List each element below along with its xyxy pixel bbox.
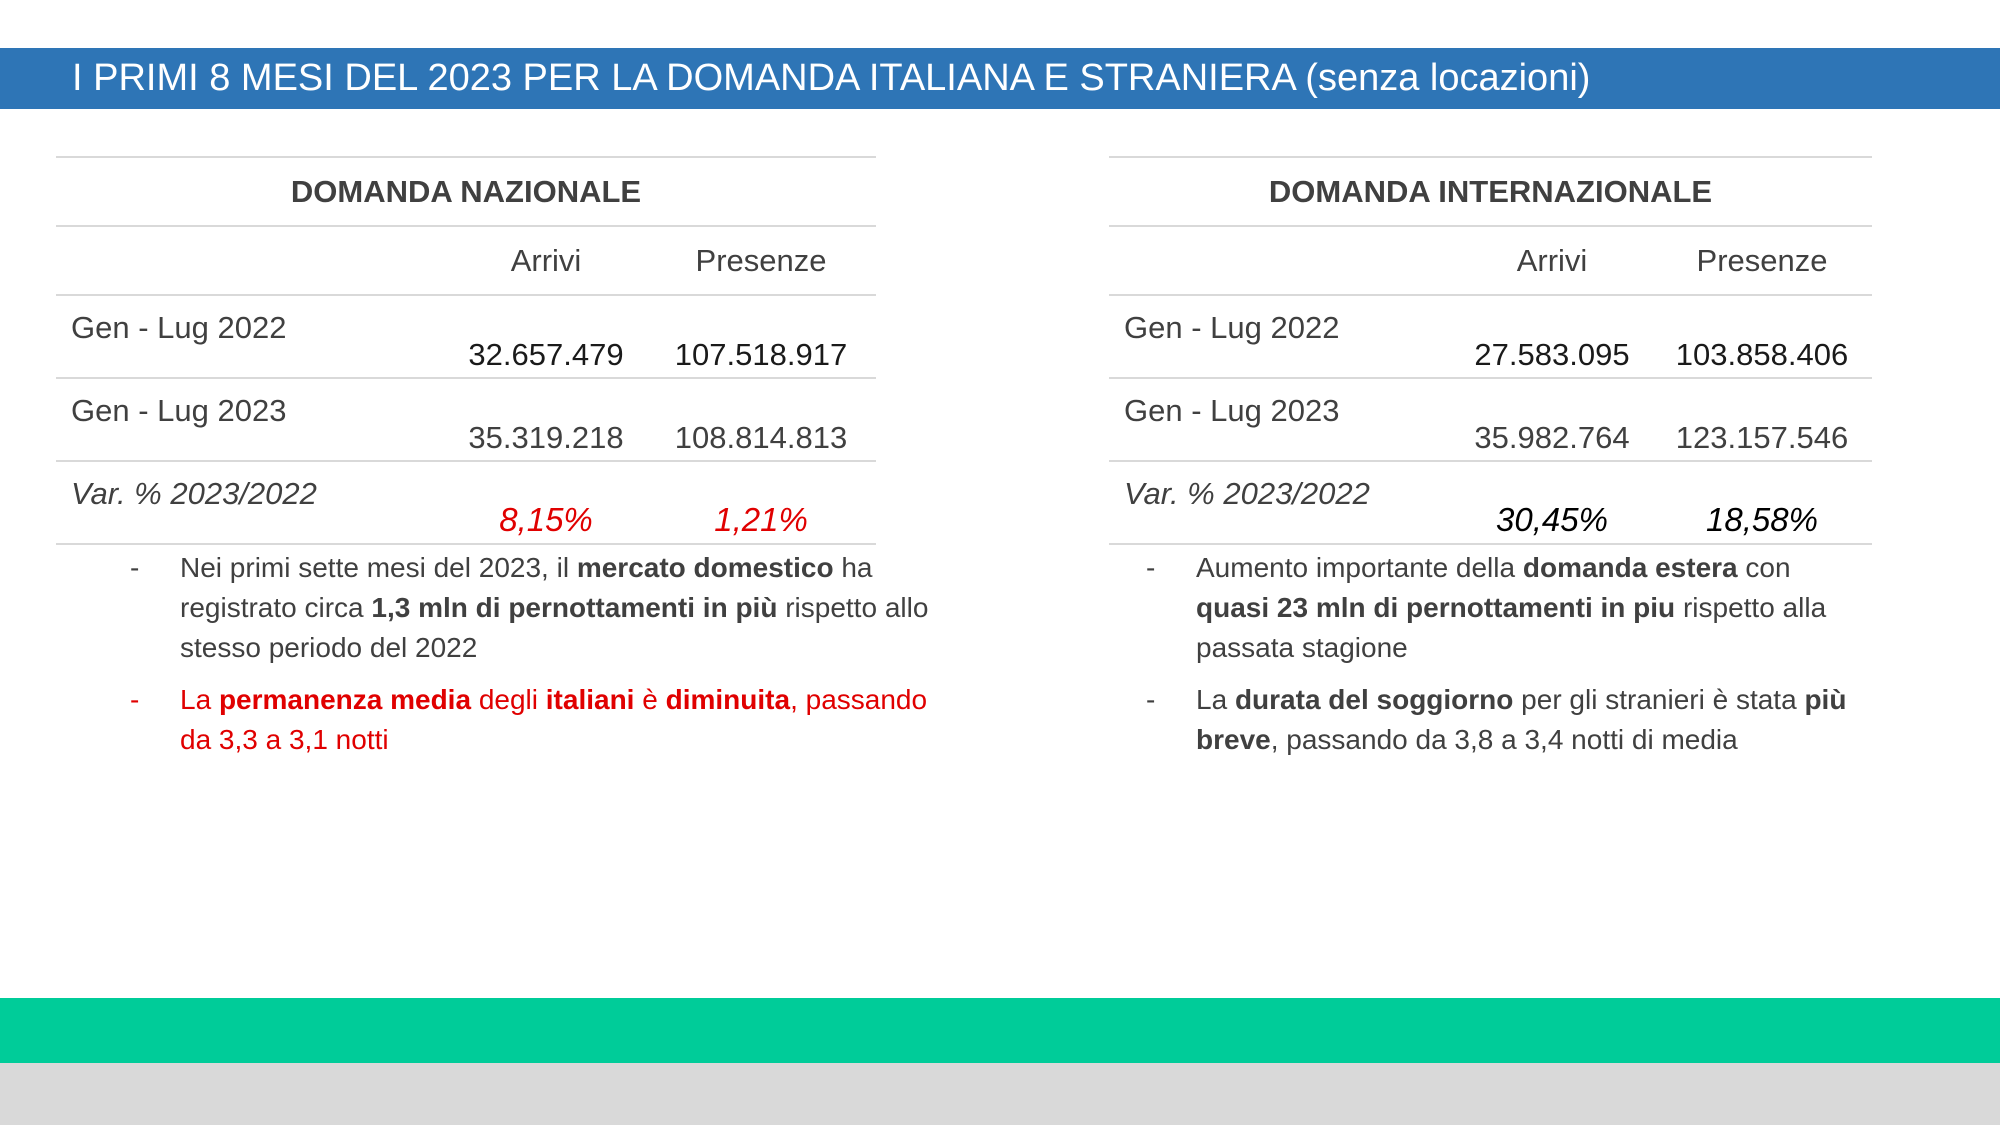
note-bold: più breve [1196,684,1847,755]
international-notes [1146,548,1866,772]
note-bold: quasi 23 mln di pernottamenti in piu [1196,592,1676,623]
column-header-presenze: Presenze [646,226,876,295]
table-heading: DOMANDA INTERNAZIONALE [1109,157,1872,226]
national-demand-table [56,156,876,545]
note-text: , passando da 3,3 a 3,1 notti [180,684,928,755]
note-text: rispetto alla passata stagione [1196,592,1827,663]
variation-arrivi: 8,15% [446,461,646,544]
bullet-dash: - [1146,552,1156,583]
note-text: Aumento importante della [1196,552,1523,583]
note-bold: permanenza media [218,684,472,715]
note-text: La [1196,684,1235,715]
empty-cell [56,226,446,295]
note-bold: durata del soggiorno [1234,684,1514,715]
note-text: è [634,684,666,715]
bullet-dash: - [1146,684,1156,715]
row-label: Gen - Lug 2023 [1109,378,1452,461]
footer-green-bar [0,998,2000,1063]
presenze-value: 103.858.406 [1652,295,1872,378]
list-item [1146,680,1866,760]
row-label: Var. % 2023/2022 [56,461,446,544]
national-notes [130,548,930,772]
arrivi-value: 27.583.095 [1452,295,1652,378]
footer-grey-bar [0,1063,2000,1125]
table-row [1109,295,1872,378]
row-label: Gen - Lug 2023 [56,378,446,461]
note-text: rispetto allo stesso periodo del 2022 [180,592,929,663]
title-bar [0,48,2000,109]
arrivi-value: 35.982.764 [1452,378,1652,461]
note-bold: italiani [545,684,635,715]
note-text: , passando da 3,8 a 3,4 notti di media [1270,724,1738,755]
presenze-value: 107.518.917 [646,295,876,378]
note-text: degli [471,684,546,715]
empty-cell [1109,226,1452,295]
row-label: Gen - Lug 2022 [1109,295,1452,378]
table-row [1109,378,1872,461]
row-label: Gen - Lug 2022 [56,295,446,378]
list-item [1146,548,1866,668]
table-row-variation [56,461,876,544]
list-item [130,548,930,668]
note-bold: 1,3 mln di pernottamenti in più [371,592,778,623]
note-text: per gli stranieri è stata [1513,684,1805,715]
bullet-dash: - [130,684,140,715]
row-label: Var. % 2023/2022 [1109,461,1452,544]
note-bold: diminuita [665,684,791,715]
column-header-arrivi: Arrivi [446,226,646,295]
note-text: Nei primi sette mesi del 2023, il [180,552,577,583]
table-row [56,295,876,378]
variation-arrivi: 30,45% [1452,461,1652,544]
arrivi-value: 32.657.479 [446,295,646,378]
bullet-dash: - [130,552,140,583]
note-bold: domanda estera [1522,552,1738,583]
international-demand-table [1109,156,1872,545]
column-header-arrivi: Arrivi [1452,226,1652,295]
note-bold: mercato domestico [576,552,834,583]
table-row [56,378,876,461]
list-item [130,680,930,760]
column-header-presenze: Presenze [1652,226,1872,295]
table-row-variation [1109,461,1872,544]
note-text: La [180,684,219,715]
presenze-value: 123.157.546 [1652,378,1872,461]
variation-presenze: 1,21% [646,461,876,544]
note-text: con [1737,552,1791,583]
table-heading: DOMANDA NAZIONALE [56,157,876,226]
page-title: I PRIMI 8 MESI DEL 2023 PER LA DOMANDA ITALIANA E STRANIERA (senza locazioni) [72,57,1591,99]
variation-presenze: 18,58% [1652,461,1872,544]
note-text: ha registrato circa [180,552,873,623]
presenze-value: 108.814.813 [646,378,876,461]
arrivi-value: 35.319.218 [446,378,646,461]
